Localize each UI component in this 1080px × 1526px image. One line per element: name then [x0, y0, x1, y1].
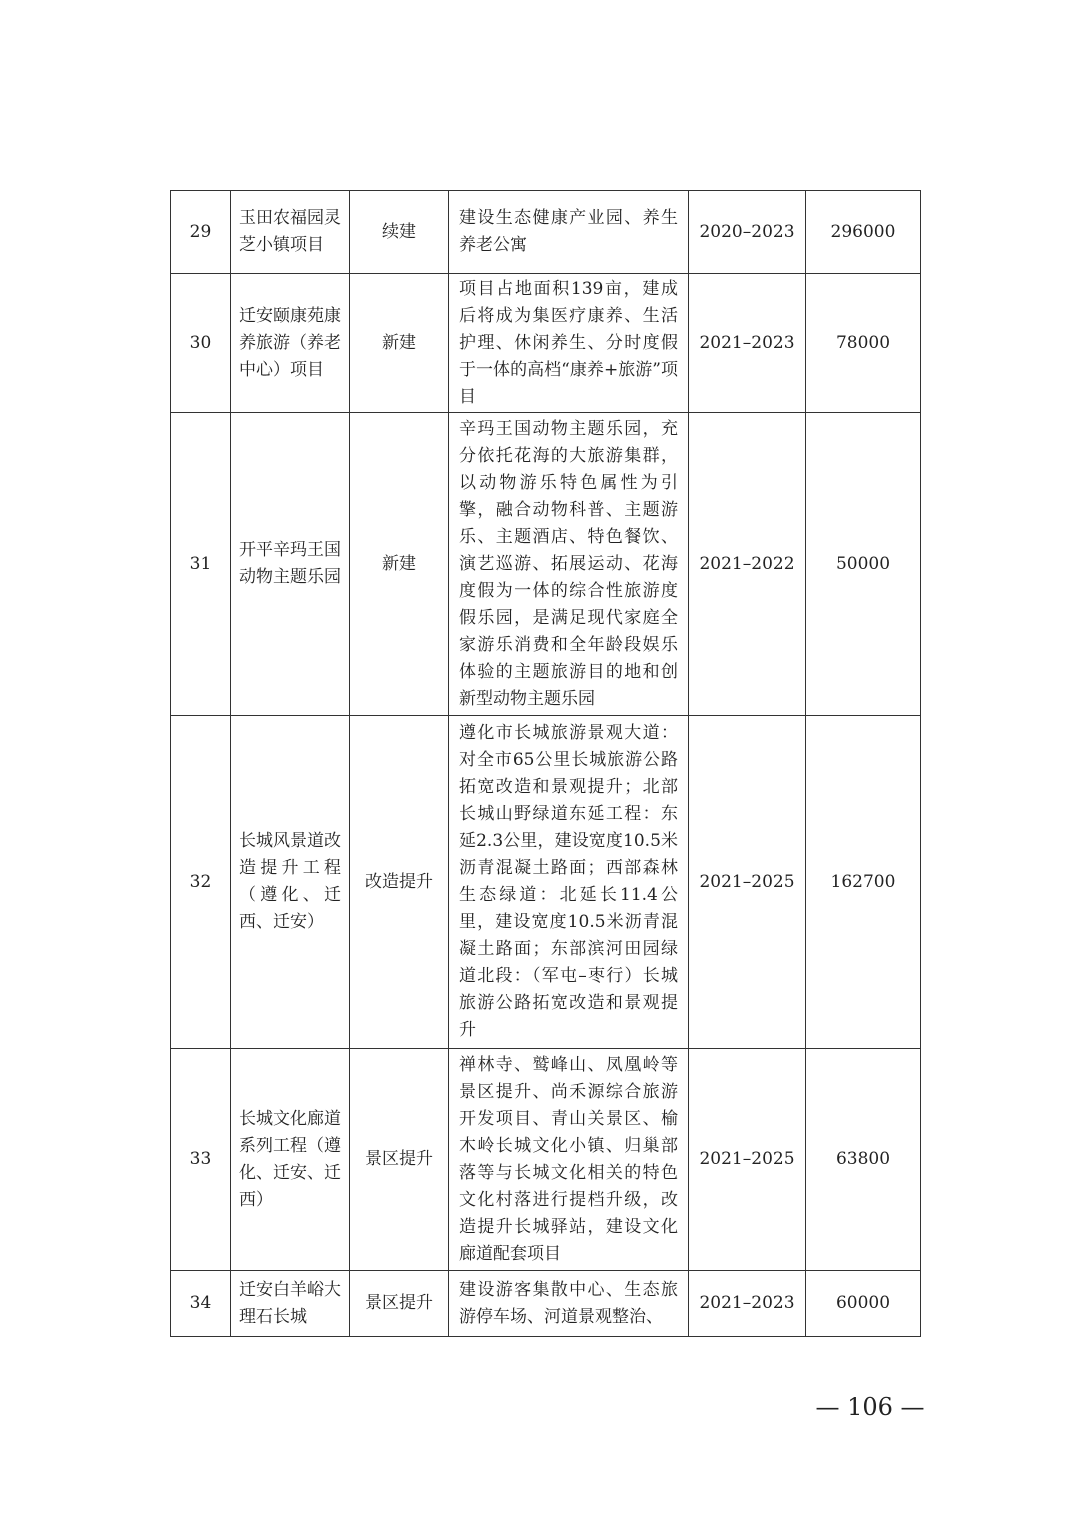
- project-period: 2021–2025: [689, 1049, 806, 1271]
- row-number: 32: [171, 716, 231, 1049]
- project-table: [170, 190, 921, 1337]
- row-number: 31: [171, 413, 231, 716]
- project-type: 改造提升: [350, 716, 449, 1049]
- project-period: 2021–2025: [689, 716, 806, 1049]
- row-number: 30: [171, 274, 231, 413]
- table-row: [171, 716, 921, 1049]
- project-content: 禅林寺、鹫峰山、凤凰岭等景区提升、尚禾源综合旅游开发项目、青山关景区、榆木岭长城文化小镇、归巢部落等与长城文化相关的特色文化村落进行提档升级，改造提升长城驿站，建设文化廊道配套项目: [449, 1049, 689, 1271]
- project-content: 项目占地面积139亩，建成后将成为集医疗康养、生活护理、休闲养生、分时度假于一体的高档“康养+旅游”项目: [449, 274, 689, 413]
- table-row: [171, 191, 921, 274]
- project-content: 遵化市长城旅游景观大道：对全市65公里长城旅游公路拓宽改造和景观提升；北部长城山野绿道东延工程：东延2.3公里，建设宽度10.5米沥青混凝土路面；西部森林生态绿道：北延长11.4公里，建设宽度10.5米沥青混凝土路面；东部滨河田园绿道北段：（军屯–枣行）长城旅游公路拓宽改造和景观提升: [449, 716, 689, 1049]
- project-investment: 162700: [806, 716, 921, 1049]
- project-content: 建设游客集散中心、生态旅游停车场、河道景观整治、: [449, 1271, 689, 1337]
- table-row: [171, 413, 921, 716]
- project-investment: 60000: [806, 1271, 921, 1337]
- project-type: 新建: [350, 274, 449, 413]
- project-content: 辛玛王国动物主题乐园，充分依托花海的大旅游集群，以动物游乐特色属性为引擎，融合动物科普、主题游乐、主题酒店、特色餐饮、演艺巡游、拓展运动、花海度假为一体的综合性旅游度假乐园，是满足现代家庭全家游乐消费和全年龄段娱乐体验的主题旅游目的地和创新型动物主题乐园: [449, 413, 689, 716]
- project-name: 长城风景道改造提升工程（遵化、迁西、迁安）: [231, 716, 350, 1049]
- project-type: 新建: [350, 413, 449, 716]
- project-name: 迁安白羊峪大理石长城: [231, 1271, 350, 1337]
- project-name: 玉田农福园灵芝小镇项目: [231, 191, 350, 274]
- project-period: 2020–2023: [689, 191, 806, 274]
- project-type: 景区提升: [350, 1271, 449, 1337]
- project-name: 长城文化廊道系列工程（遵化、迁安、迁西）: [231, 1049, 350, 1271]
- project-name: 迁安颐康苑康养旅游（养老中心）项目: [231, 274, 350, 413]
- table-row: [171, 1271, 921, 1337]
- project-investment: 296000: [806, 191, 921, 274]
- project-period: 2021–2023: [689, 1271, 806, 1337]
- row-number: 33: [171, 1049, 231, 1271]
- project-content: 建设生态健康产业园、养生养老公寓: [449, 191, 689, 274]
- project-period: 2021–2022: [689, 413, 806, 716]
- project-type: 续建: [350, 191, 449, 274]
- project-investment: 78000: [806, 274, 921, 413]
- page-number: — 106 —: [815, 1393, 925, 1421]
- project-investment: 50000: [806, 413, 921, 716]
- project-period: 2021–2023: [689, 274, 806, 413]
- project-name: 开平辛玛王国动物主题乐园: [231, 413, 350, 716]
- row-number: 34: [171, 1271, 231, 1337]
- table-row: [171, 274, 921, 413]
- table-row: [171, 1049, 921, 1271]
- project-type: 景区提升: [350, 1049, 449, 1271]
- row-number: 29: [171, 191, 231, 274]
- project-investment: 63800: [806, 1049, 921, 1271]
